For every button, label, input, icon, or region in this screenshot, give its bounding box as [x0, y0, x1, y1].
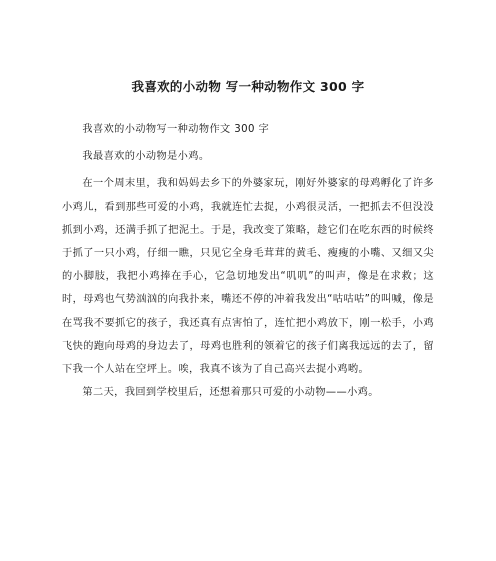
paragraph-intro: 我最喜欢的小动物是小鸡。	[82, 151, 210, 163]
paragraph-conclusion: 第二天，我回到学校里后，还想着那只可爱的小动物——小鸡。	[82, 387, 379, 399]
paragraph-story: 在一个周末里，我和妈妈去乡下的外婆家玩，刚好外婆家的母鸡孵化了许多小鸡儿，看到那些可爱的小鸡，我就连忙去捉，小鸡很灵活，一把抓去不但没没抓到小鸡，还满手抓了把泥土。于是，我改变了策略，趁它们在吃东西的时候终于抓了一只小鸡，仔细一瞧，只见它全身毛茸茸的黄毛、瘦瘦的小嘴、又细又尖的小脚肢，我把小鸡捧在手心，它急切地发出“叽叽”的叫声，像是在求救；这时，母鸡也气势汹汹的向我扑来，嘴还不停的冲着我发出“咕咕咕”的叫喊，像是在骂我不要抓它的孩子，我还真有点害怕了，连忙把小鸡放下，刚一松手，小鸡飞快的跑向母鸡的身边去了，母鸡也胜利的领着它的孩子们离我远远的去了，留下我一个人站在空坪上。唉，我真不该为了自己高兴去捉小鸡哟。	[62, 178, 434, 376]
paragraph-subtitle: 我喜欢的小动物写一种动物作文 300 字	[82, 124, 270, 135]
document-title: 我喜欢的小动物 写一种动物作文 300 字	[131, 79, 365, 94]
